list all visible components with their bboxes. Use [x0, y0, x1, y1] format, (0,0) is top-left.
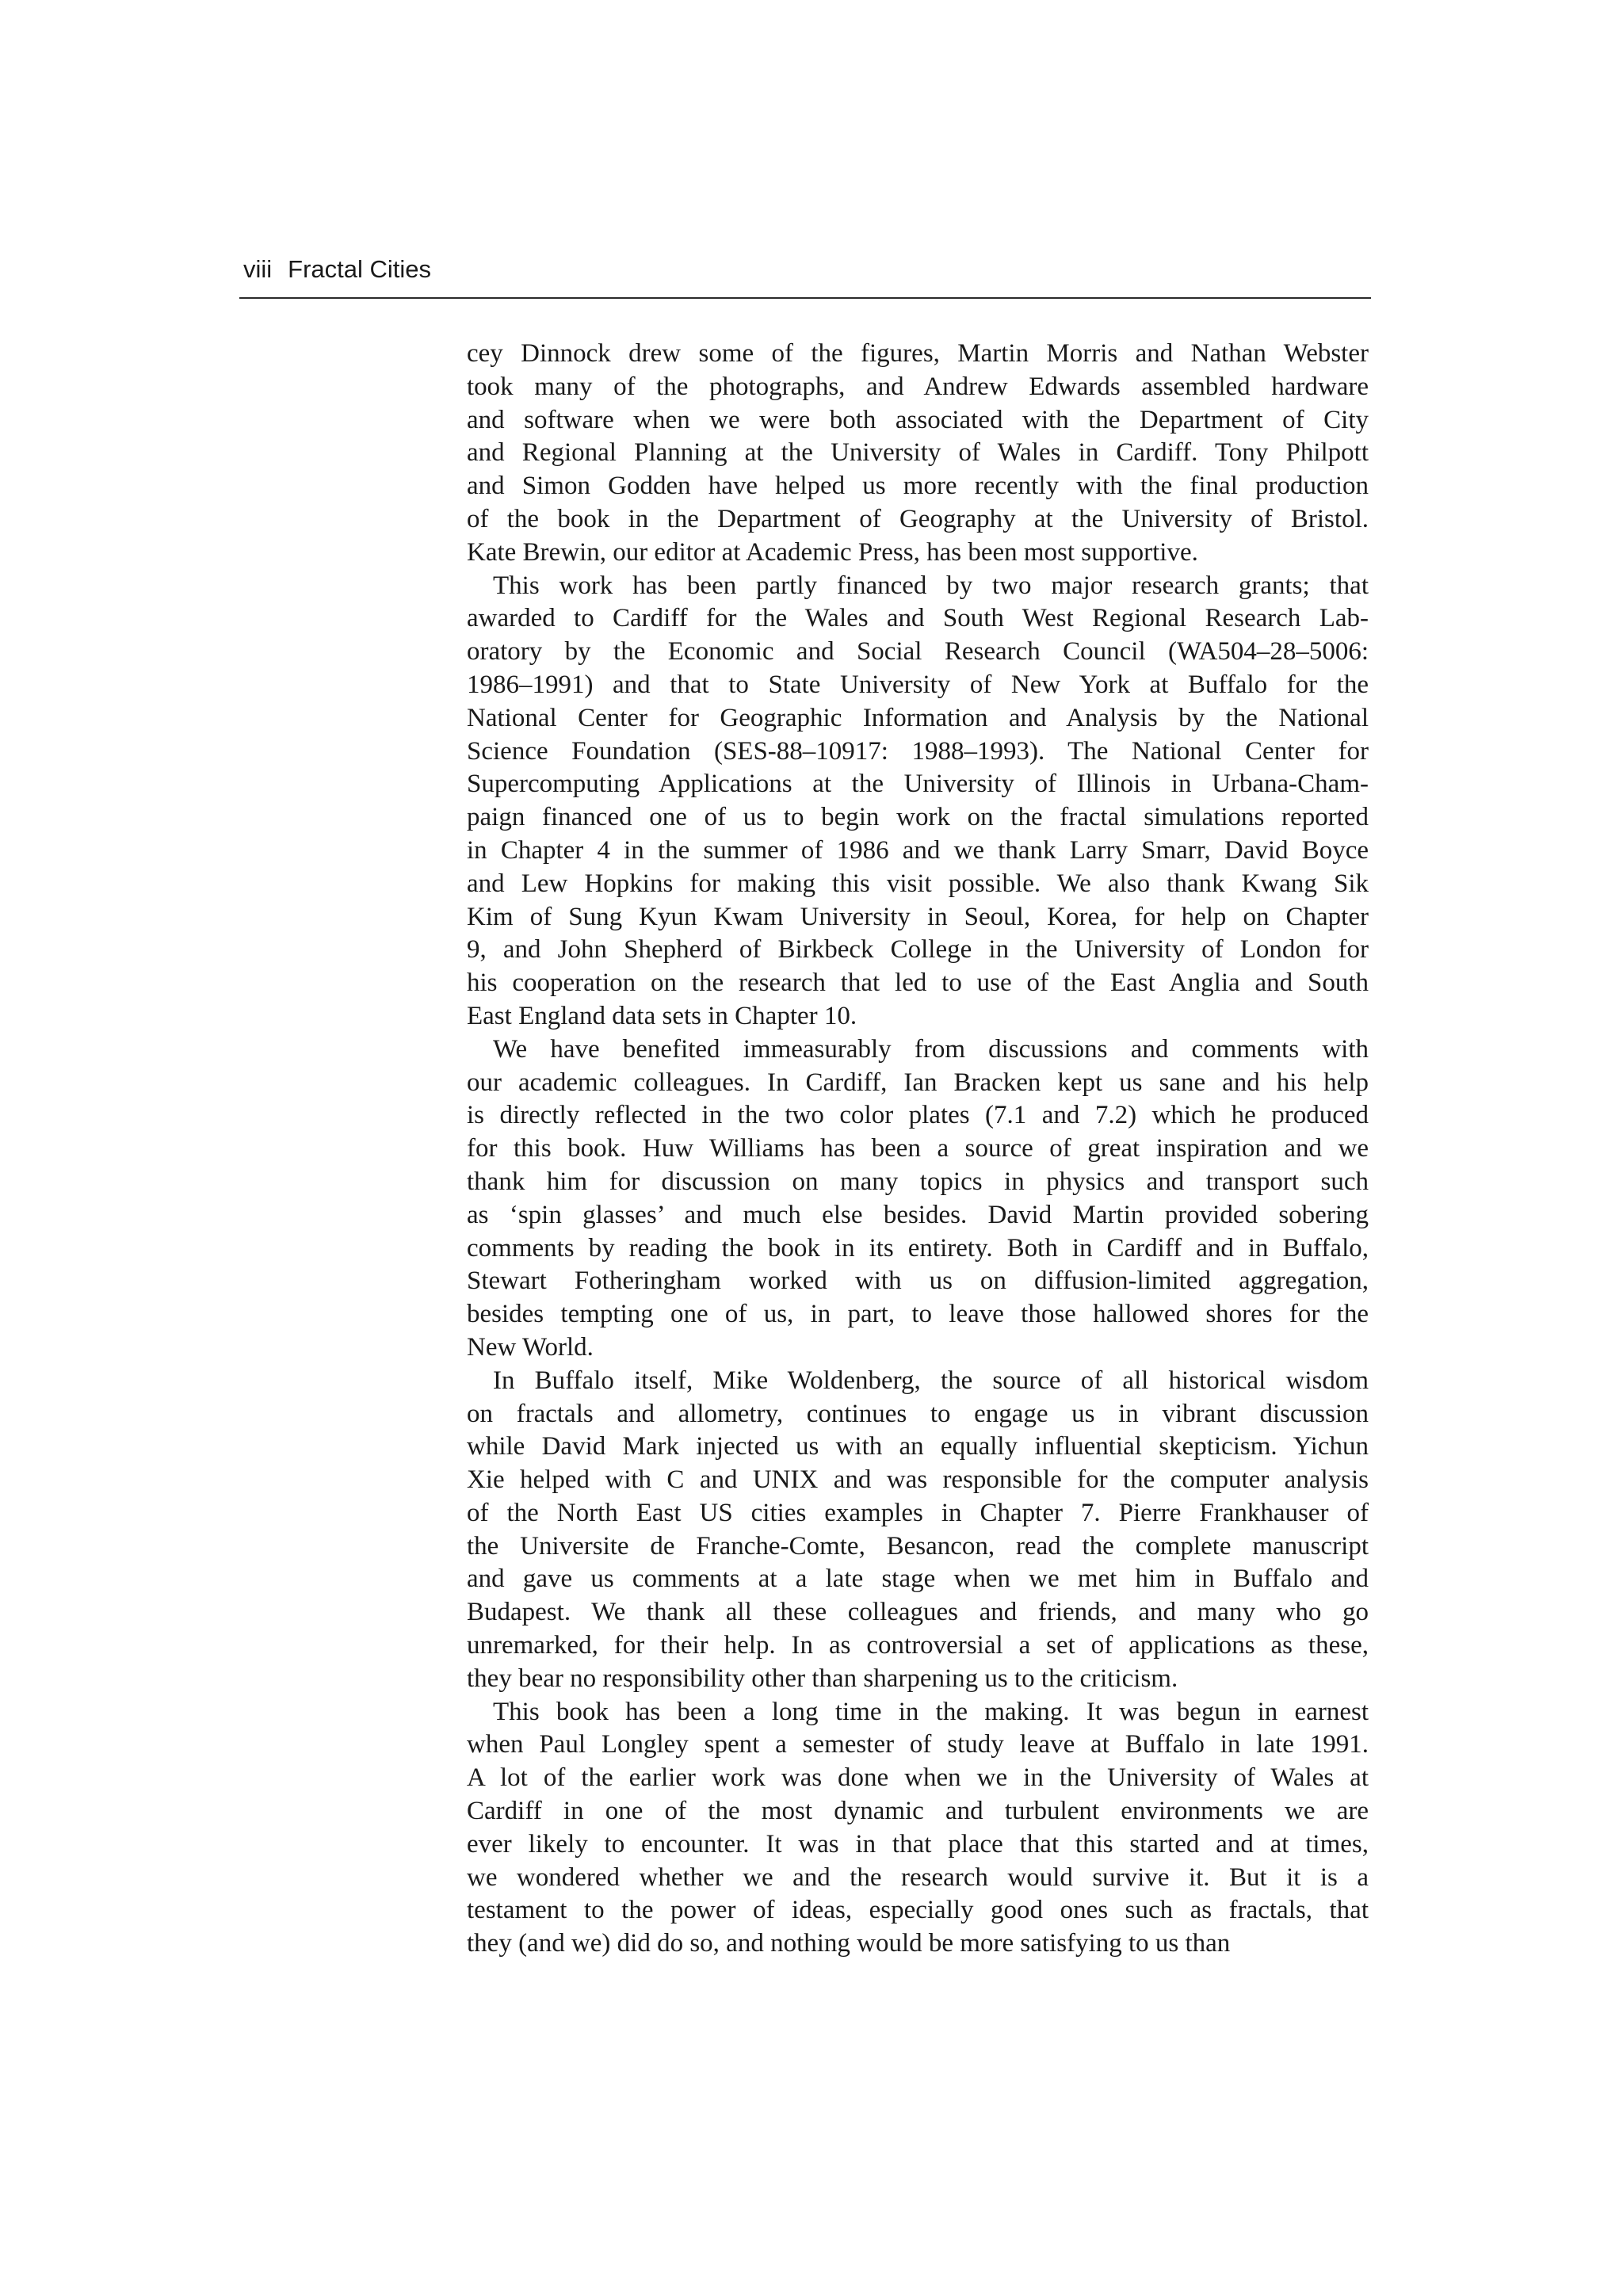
- text-line: comments by reading the book in its entirety. Both in Cardiff and in Buffalo,: [467, 1233, 1369, 1263]
- text-line: Cardiff in one of the most dynamic and turbulent environments we are: [467, 1797, 1369, 1826]
- text-line: for this book. Huw Williams has been a source of great inspiration and we: [467, 1134, 1369, 1163]
- text-line: cey Dinnock drew some of the figures, Martin Morris and Nathan Webster: [467, 339, 1369, 368]
- page-number: viii: [243, 255, 273, 283]
- text-line: of the North East US cities examples in Chapter 7. Pierre Frankhauser of: [467, 1498, 1369, 1527]
- text-line: Science Foundation (SES-88–10917: 1988–1993). The National Center for: [467, 736, 1369, 766]
- text-line: In Buffalo itself, Mike Woldenberg, the source of all historical wisdom: [493, 1366, 1369, 1395]
- text-line: ever likely to encounter. It was in that place that this started and at times,: [467, 1829, 1369, 1859]
- text-line: East England data sets in Chapter 10.: [467, 1001, 857, 1030]
- text-line: they bear no responsibility other than sharpening us to the criticism.: [467, 1664, 1178, 1693]
- text-line: unremarked, for their help. In as controversial a set of applications as these,: [467, 1631, 1369, 1660]
- text-line: we wondered whether we and the research would survive it. But it is a: [467, 1862, 1369, 1892]
- text-line: testament to the power of ideas, especially good ones such as fractals, that: [467, 1896, 1369, 1925]
- text-line: A lot of the earlier work was done when we in the University of Wales at: [467, 1763, 1369, 1793]
- text-line: National Center for Geographic Information and Analysis by the National: [467, 703, 1369, 732]
- text-line: Budapest. We thank all these colleagues and friends, and many who go: [467, 1598, 1369, 1627]
- paragraph: [467, 338, 1369, 570]
- text-line: This work has been partly financed by two major research grants; that: [493, 571, 1369, 600]
- text-line: Kate Brewin, our editor at Academic Press, has been most supportive.: [467, 537, 1198, 567]
- text-line: and gave us comments at a late stage when we met him in Buffalo and: [467, 1564, 1369, 1594]
- text-line: is directly reflected in the two color plates (7.1 and 7.2) which he produced: [467, 1101, 1369, 1130]
- text-line: and software when we were both associated with the Department of City: [467, 405, 1369, 434]
- text-line: in Chapter 4 in the summer of 1986 and we thank Larry Smarr, David Boyce: [467, 835, 1369, 865]
- paragraph: [467, 1365, 1369, 1696]
- paragraph: [467, 1696, 1369, 1961]
- text-line: awarded to Cardiff for the Wales and South West Regional Research Lab-: [467, 604, 1369, 633]
- text-line: oratory by the Economic and Social Research Council (WA504–28–5006:: [467, 637, 1369, 667]
- text-line: and Regional Planning at the University of Wales in Cardiff. Tony Philpott: [467, 438, 1369, 468]
- text-line: our academic colleagues. In Cardiff, Ian Bracken kept us sane and his help: [467, 1068, 1369, 1097]
- text-line: while David Mark injected us with an equally influential skepticism. Yichun: [467, 1432, 1369, 1461]
- paragraph: [467, 570, 1369, 1033]
- text-line: of the book in the Department of Geography at the University of Bristol.: [467, 504, 1369, 533]
- text-line: as ‘spin glasses’ and much else besides. David Martin provided sobering: [467, 1200, 1369, 1229]
- text-line: his cooperation on the research that led to use of the East Anglia and South: [467, 968, 1369, 998]
- text-line: when Paul Longley spent a semester of study leave at Buffalo in late 1991.: [467, 1730, 1369, 1759]
- text-line: Kim of Sung Kyun Kwam University in Seoul, Korea, for help on Chapter: [467, 902, 1369, 931]
- text-line: New World.: [467, 1332, 594, 1362]
- text-line: paign financed one of us to begin work on the fractal simulations reported: [467, 803, 1369, 832]
- paragraph: [467, 1033, 1369, 1365]
- text-line: 1986–1991) and that to State University of New York at Buffalo for the: [467, 670, 1369, 699]
- text-line: Stewart Fotheringham worked with us on diffusion-limited aggregation,: [467, 1266, 1369, 1296]
- text-line: on fractals and allometry, continues to engage us in vibrant discussion: [467, 1399, 1369, 1428]
- header-rule: [239, 297, 1371, 299]
- text-line: and Lew Hopkins for making this visit possible. We also thank Kwang Sik: [467, 869, 1369, 898]
- running-title: Fractal Cities: [288, 255, 432, 283]
- text-line: thank him for discussion on many topics in physics and transport such: [467, 1167, 1369, 1196]
- text-line: the Universite de Franche-Comte, Besancon, read the complete manuscript: [467, 1531, 1369, 1561]
- text-line: they (and we) did do so, and nothing would be more satisfying to us than: [467, 1929, 1231, 1958]
- text-line: and Simon Godden have helped us more recently with the final production: [467, 472, 1369, 501]
- text-line: We have benefited immeasurably from discussions and comments with: [493, 1034, 1369, 1064]
- text-line: besides tempting one of us, in part, to leave those hallowed shores for the: [467, 1300, 1369, 1329]
- text-line: This book has been a long time in the making. It was begun in earnest: [493, 1697, 1369, 1726]
- text-line: 9, and John Shepherd of Birkbeck College in the University of London for: [467, 935, 1369, 965]
- text-line: took many of the photographs, and Andrew Edwards assembled hardware: [467, 372, 1369, 401]
- running-head: [243, 255, 431, 284]
- text-line: Supercomputing Applications at the University of Illinois in Urbana-Cham-: [467, 770, 1369, 799]
- text-line: Xie helped with C and UNIX and was responsible for the computer analysis: [467, 1465, 1369, 1495]
- body-text: [467, 338, 1369, 1961]
